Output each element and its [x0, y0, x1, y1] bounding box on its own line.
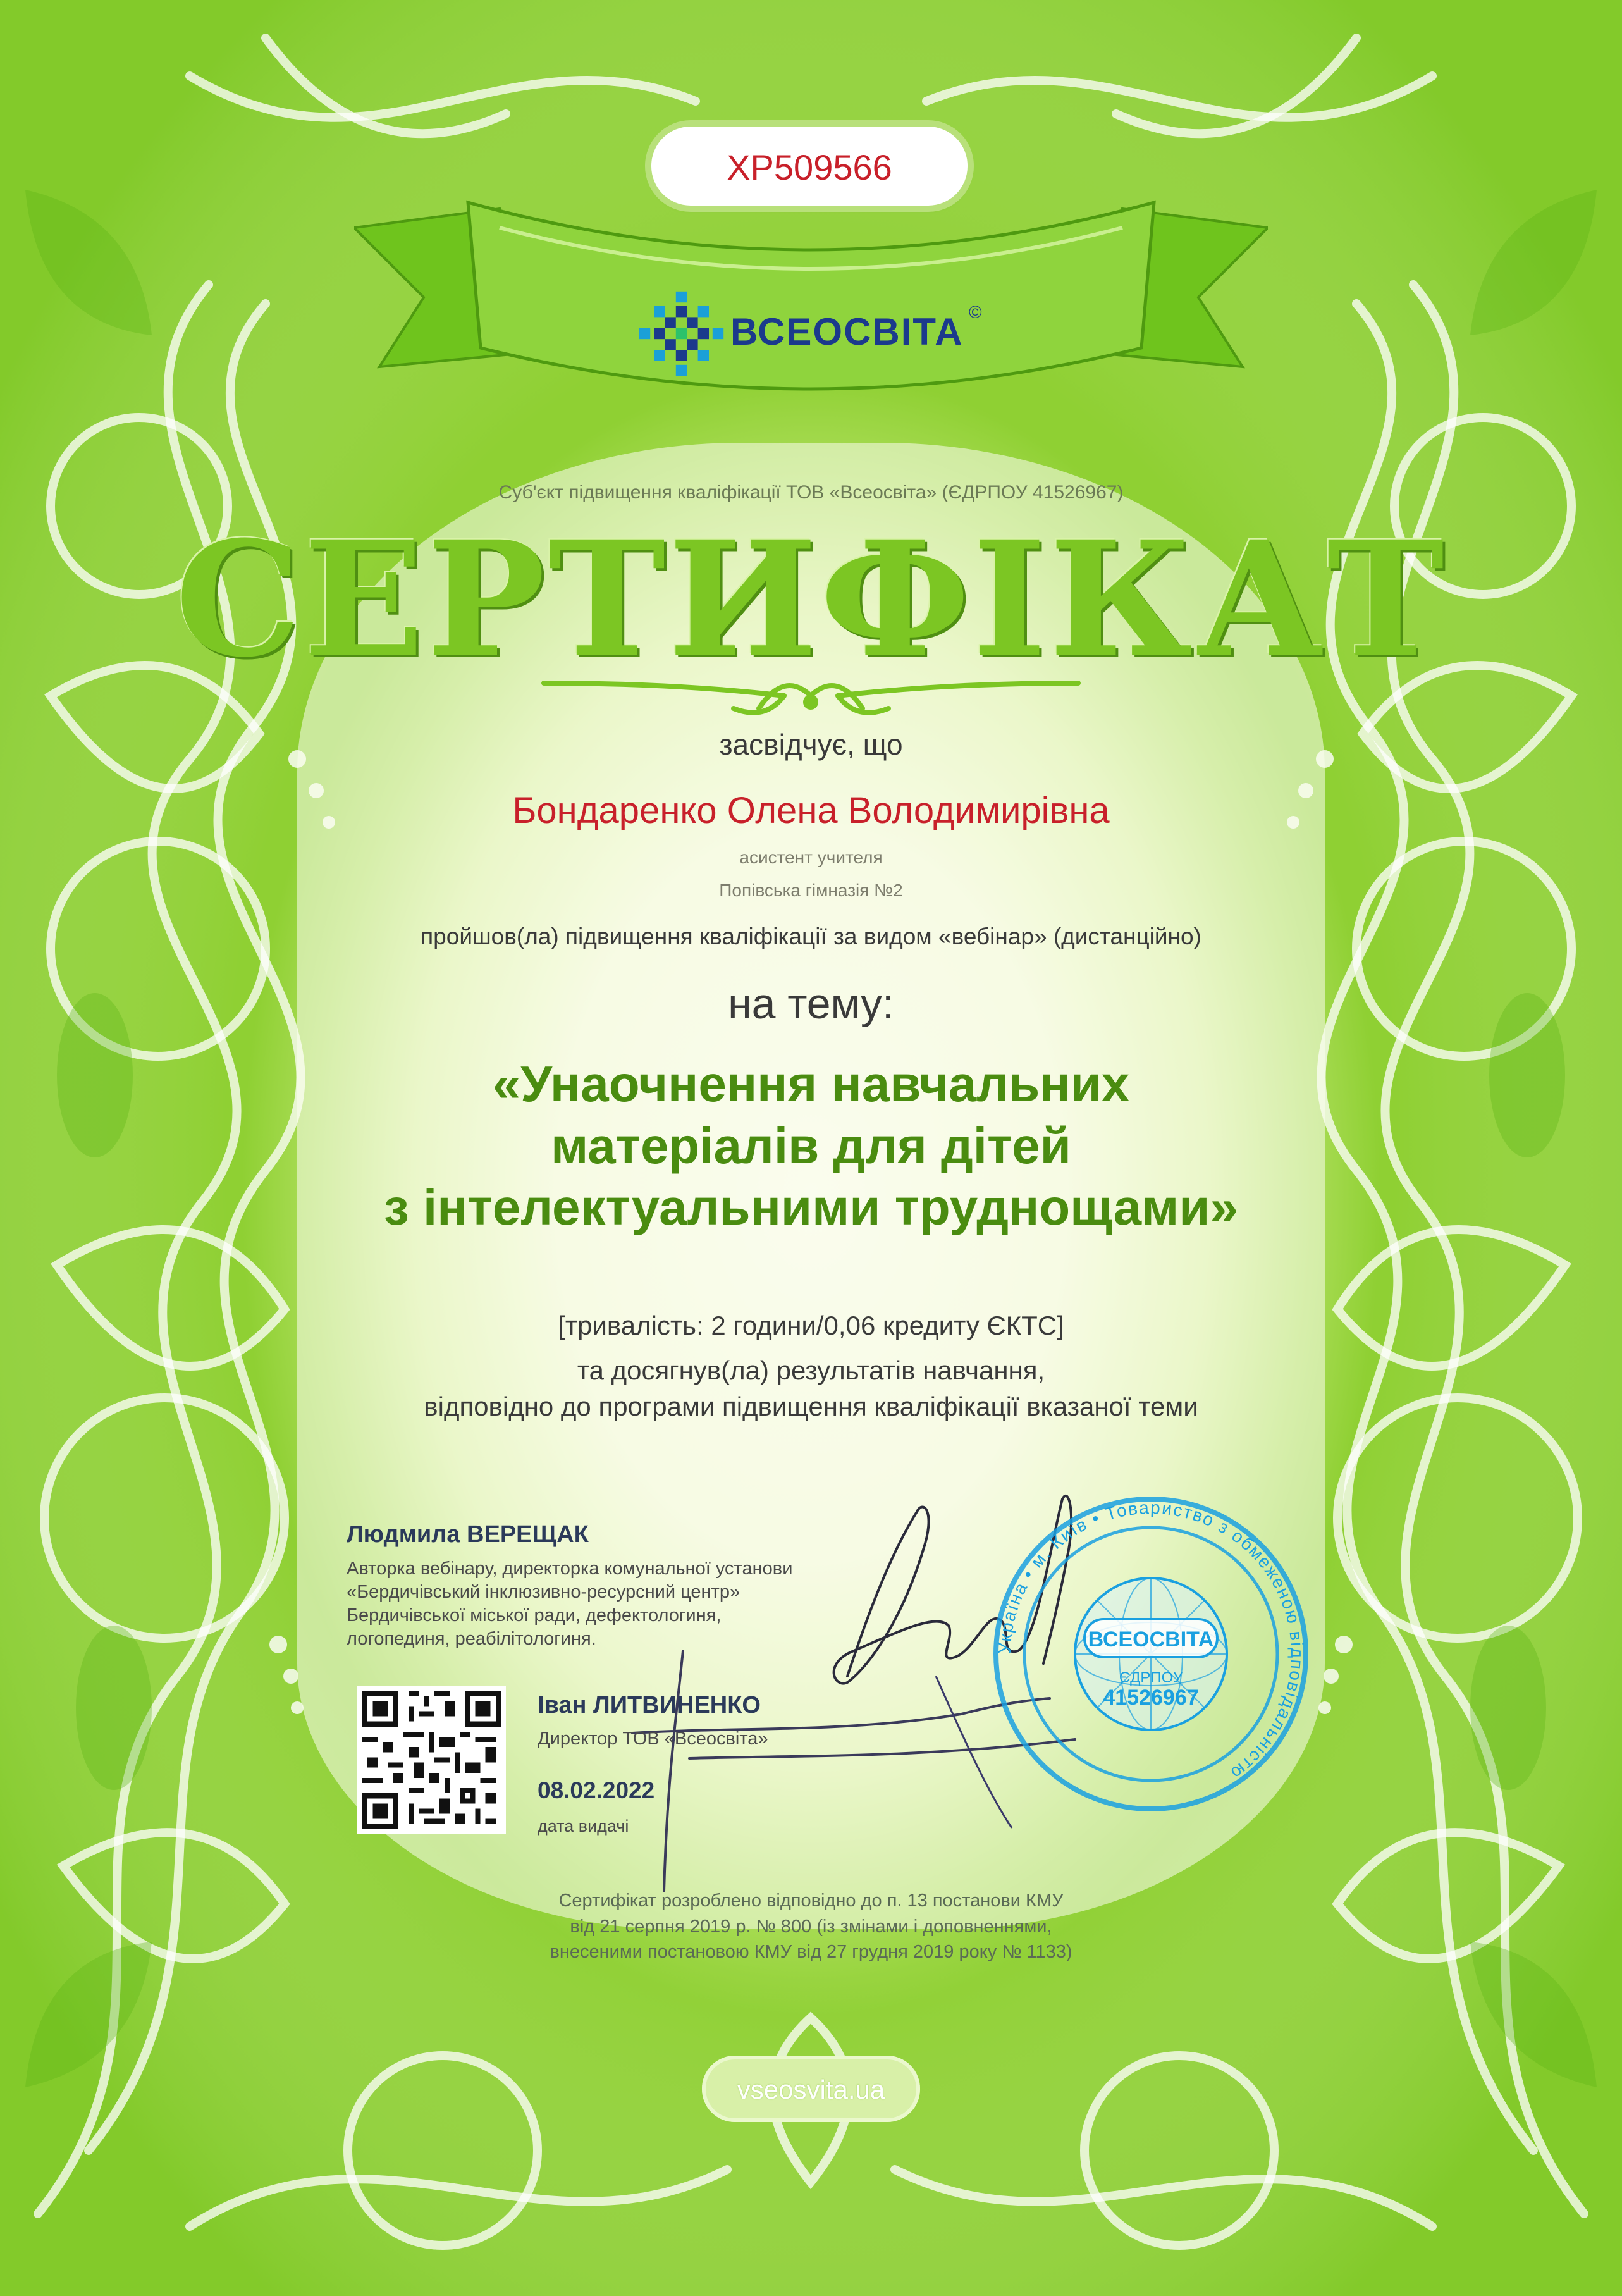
issue-date-label: дата видачі: [538, 1817, 629, 1836]
on-topic-label: на тему:: [728, 980, 894, 1028]
legal-line: від 21 серпня 2019 р. № 800 (із змінами і доповненнями,: [570, 1916, 1052, 1937]
certificate-title: СЕРТИФІКАТ: [175, 506, 1447, 692]
stamp-code: 41526967: [1103, 1686, 1199, 1710]
recipient-name: Бондаренко Олена Володимирівна: [512, 790, 1110, 831]
legal-note: [0, 1888, 1622, 1965]
legal-line: внесеними постановою КМУ від 27 грудня 2019 року № 1133): [550, 1942, 1072, 1963]
topic-line: з інтелектуальними труднощами»: [384, 1179, 1238, 1236]
webinar-topic: [0, 1053, 1622, 1238]
author-description-line: логопединя, реабілітологиня.: [347, 1629, 596, 1650]
certifies-text: засвідчує, що: [719, 728, 903, 761]
director-title: Директор ТОВ «Всеосвіта»: [538, 1729, 768, 1749]
website-link[interactable]: vseosvita.ua: [737, 2075, 885, 2104]
ribbon-banner: [354, 190, 1268, 398]
provider-subject-line: Суб'єкт підвищення кваліфікації ТОВ «Всеосвіта» (ЄДРПОУ 41526967): [498, 482, 1124, 503]
official-stamp: [990, 1493, 1312, 1815]
topic-line: матеріалів для дітей: [551, 1117, 1071, 1174]
vseosvita-logo-icon: [636, 288, 727, 380]
legal-line: Сертифікат розроблено відповідно до п. 13 постанови КМУ: [558, 1891, 1064, 1911]
author-description-line: Бердичівської міської ради, дефектологиня,: [347, 1605, 722, 1626]
stamp-outer-text: Україна • м. Київ • Товариство з обмеженою відповідальністю: [994, 1497, 1308, 1784]
achievement-line-1: та досягнув(ла) результатів навчання,: [577, 1355, 1045, 1385]
director-name: Іван ЛИТВИНЕНКО: [538, 1692, 761, 1719]
achievement-line-2: відповідно до програми підвищення кваліфікації вказаної теми: [424, 1392, 1198, 1421]
recipient-school: Попівська гімназія №2: [719, 880, 903, 900]
author-name: Людмила ВЕРЕЩАК: [347, 1521, 589, 1548]
stamp-center-text: ВСЕОСВІТА: [1088, 1627, 1214, 1651]
topic-line: «Унаочнення навчальних: [492, 1056, 1130, 1112]
recipient-position: асистент учителя: [739, 848, 883, 867]
stamp-code-label: ЄДРПОУ: [1119, 1669, 1183, 1686]
author-description-line: «Бердичівський інклюзивно-ресурсний центр»: [347, 1582, 740, 1603]
author-description: [347, 1557, 878, 1651]
title-divider-ornament: [519, 658, 1103, 727]
serial-number: ХР509566: [727, 147, 892, 187]
copyright-mark: ©: [969, 302, 982, 322]
qr-code[interactable]: [357, 1686, 506, 1834]
logo-wordmark: ВСЕОСВІТА: [730, 311, 964, 353]
duration-text: [тривалість: 2 години/0,06 кредиту ЄКТС]: [558, 1311, 1064, 1340]
completion-text: пройшов(ла) підвищення кваліфікації за видом «вебінар» (дистанційно): [421, 923, 1201, 949]
author-description-line: Авторка вебінару, директорка комунальної установи: [347, 1558, 793, 1579]
issue-date: 08.02.2022: [538, 1777, 655, 1803]
